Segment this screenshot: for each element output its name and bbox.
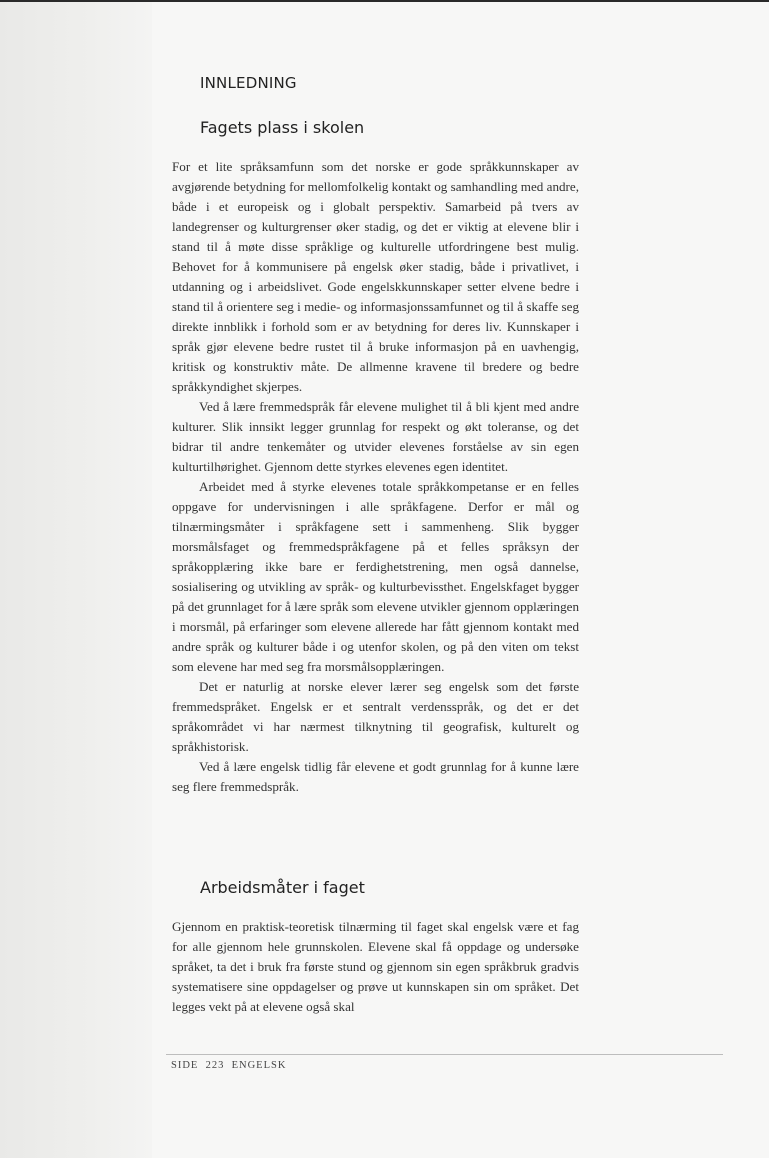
paragraph: Ved å lære engelsk tidlig får elevene et godt grunnlag for å kunne lære seg flere fremmedspråk. [172,759,579,794]
heading-arbeidsmater: Arbeidsmåter i faget [200,878,365,897]
page-footer: SIDE 223 ENGELSK [171,1060,287,1071]
left-page-margin [0,2,152,1158]
heading-fagets-plass: Fagets plass i skolen [200,118,365,137]
paragraph: Ved å lære fremmedspråk får elevene mulighet til å bli kjent med andre kulturer. Slik innsikt legger grunnlag for respekt og økt toleranse, og det bidrar til andre tenkemåter og utvider elevenes forståelse av sin egen kulturtilhørighet. Gjennom dette styrkes elevenes egen identitet. [172,399,579,474]
document-page [152,2,769,1158]
paragraph: Arbeidet med å styrke elevenes totale språkkompetanse er en felles oppgave for undervisningen i alle språkfagene. Derfor er mål og tilnærmingsmåter i språkfagene sett i sammenheng. Slik bygger morsmålsfaget og fremmedspråkfagene på et felles språksyn der språkopplæring ikke bare er ferdighetstrening, men også dannelse, sosialisering og utvikling av språk- og kulturbevissthet. Engelskfaget bygger på det grunnlaget for å lære språk som elevene utvikler gjennom opplæringen i morsmål, på erfaringer som elevene allerede har fått gjennom kontakt med andre språk og kulturer både i og utenfor skolen, og på den viten om tekst som elevene har med seg fra morsmålsopplæringen. [172,479,579,674]
section-title: INNLEDNING [200,74,297,92]
footer-divider [166,1054,723,1055]
section-body-arbeidsmater [172,917,579,1017]
paragraph: Det er naturlig at norske elever lærer seg engelsk som det første fremmedspråket. Engelsk er et sentralt verdensspråk, og det er det språkområdet vi har nærmest tilknytning til geografisk, kulturelt og språkhistorisk. [172,679,579,754]
paragraph: For et lite språksamfunn som det norske er gode språkkunnskaper av avgjørende betydning for mellomfolkelig kontakt og samhandling med andre, både i et europeisk og i globalt perspektiv. Samarbeid på tvers av landegrenser og kulturgrenser øker stadig, og det er viktig at elevene blir i stand til å møte disse språklige og kulturelle utfordringene best mulig. Behovet for å kommunisere på engelsk øker stadig, både i privatlivet, i utdanning og i arbeidslivet. Gode engelskkunnskaper setter elvene bedre i stand til å orientere seg i medie- og informasjonssamfunnet og til å skaffe seg direkte innblikk i forhold som er av betydning for deres liv. Kunnskaper i språk gjør elevene bedre rustet til å bruke informasjon på en uavhengig, kritisk og konstruktiv måte. De allmenne kravene til bredere og bedre språkkyndighet skjerpes. [172,159,579,394]
section-body-fagets-plass [172,157,579,797]
paragraph: Gjennom en praktisk-teoretisk tilnærming til faget skal engelsk være et fag for alle gjennom hele grunnskolen. Elevene skal få oppdage og undersøke språket, ta det i bruk fra første stund og gjennom sin egen språkbruk gradvis systematisere sine oppdagelser og prøve ut kunnskapen sin om språket. Det legges vekt på at elevene også skal [172,919,579,1014]
